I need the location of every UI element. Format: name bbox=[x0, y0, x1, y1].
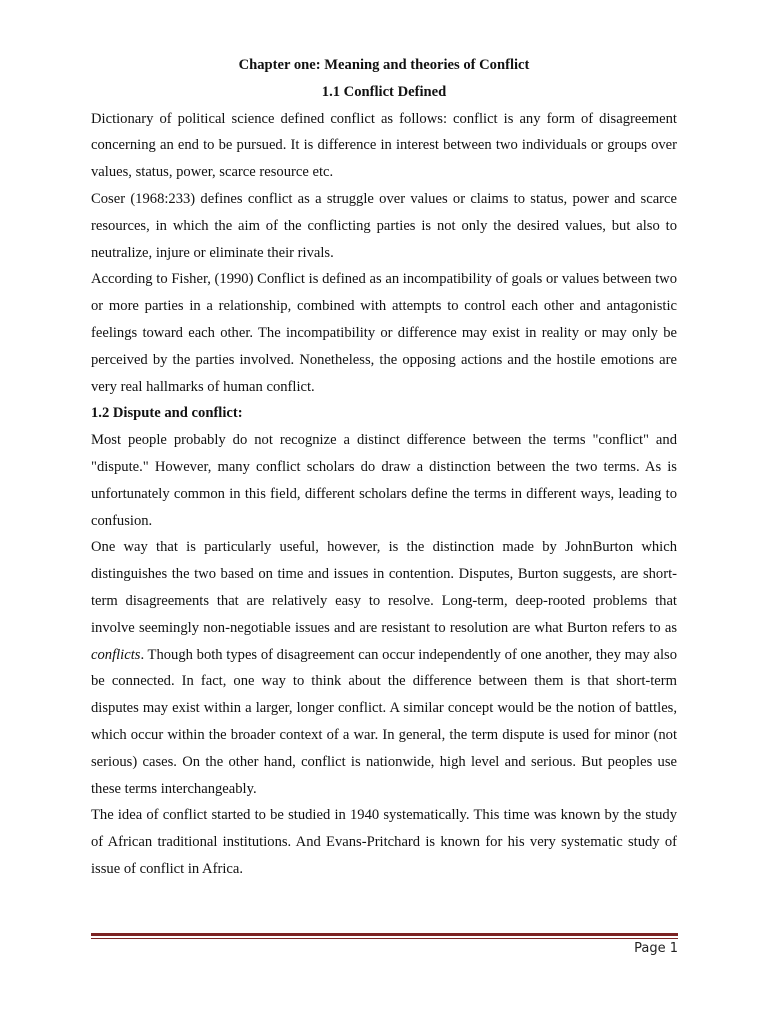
paragraph-burton-distinction bbox=[91, 534, 677, 802]
paragraph-fisher-definition: According to Fisher, (1990) Conflict is defined as an incompatibility of goals or values between two or more parties in a relationship, combined with attempts to control each other and antagonistic feelings toward each other. The incompatibility or difference may exist in reality or may only be perceived by the parties involved. Nonetheless, the opposing actions and the hostile emotions are very real hallmarks of human conflict. bbox=[91, 271, 677, 395]
paragraph-dispute-distinction: Most people probably do not recognize a distinct difference between the terms "conflict" and "dispute." However, many conflict scholars do draw a distinction between the two terms. As is unfortunately common in this field, different scholars define the terms in different ways, leading to confusion. bbox=[91, 432, 677, 529]
page-content bbox=[91, 52, 677, 883]
burton-text-after: . Though both types of disagreement can occur independently of one another, they may also be connected. In fact, one way to think about the difference between them is that short-term disputes may exist within a larger, longer conflict. A similar concept would be the notion of battles, which occur within the broader context of a war. In general, the term dispute is used for minor (not serious) cases. On the other hand, conflict is nationwide, high level and serious. But peoples use these terms interchangeably. bbox=[91, 646, 677, 797]
footer-rule-thin bbox=[91, 938, 678, 939]
paragraph-dictionary-definition: Dictionary of political science defined conflict as follows: conflict is any form of disagreement concerning an end to be pursued. It is difference in interest between two individuals or groups over values, status, power, scarce resource etc. bbox=[91, 110, 677, 181]
burton-text-before: One way that is particularly useful, however, is the distinction made by JohnBurton which distinguishes the two based on time and issues in contention. Disputes, Burton suggests, are short-term disagreements that are relatively easy to resolve. Long-term, deep-rooted problems that involve seemingly non-negotiable issues and are resistant to resolution are what Burton refers to as bbox=[91, 539, 677, 636]
page-number: Page 1 bbox=[634, 941, 678, 956]
conflicts-term: conflicts bbox=[91, 646, 141, 663]
section-heading-1-1: 1.1 Conflict Defined bbox=[321, 83, 447, 100]
paragraph-coser-definition: Coser (1968:233) defines conflict as a struggle over values or claims to status, power and scarce resources, in which the aim of the conflicting parties is not only the desired values, but also to neutralize, injure or eliminate their rivals. bbox=[91, 190, 677, 261]
paragraph-conflict-study-history: The idea of conflict started to be studied in 1940 systematically. This time was known by the study of African traditional institutions. And Evans-Pritchard is known for his very systematic study of issue of conflict in Africa. bbox=[91, 807, 677, 877]
chapter-title: Chapter one: Meaning and theories of Conflict bbox=[238, 57, 530, 73]
section-heading-1-2: 1.2 Dispute and conflict: bbox=[91, 405, 243, 422]
footer-rule-thick bbox=[91, 933, 678, 936]
